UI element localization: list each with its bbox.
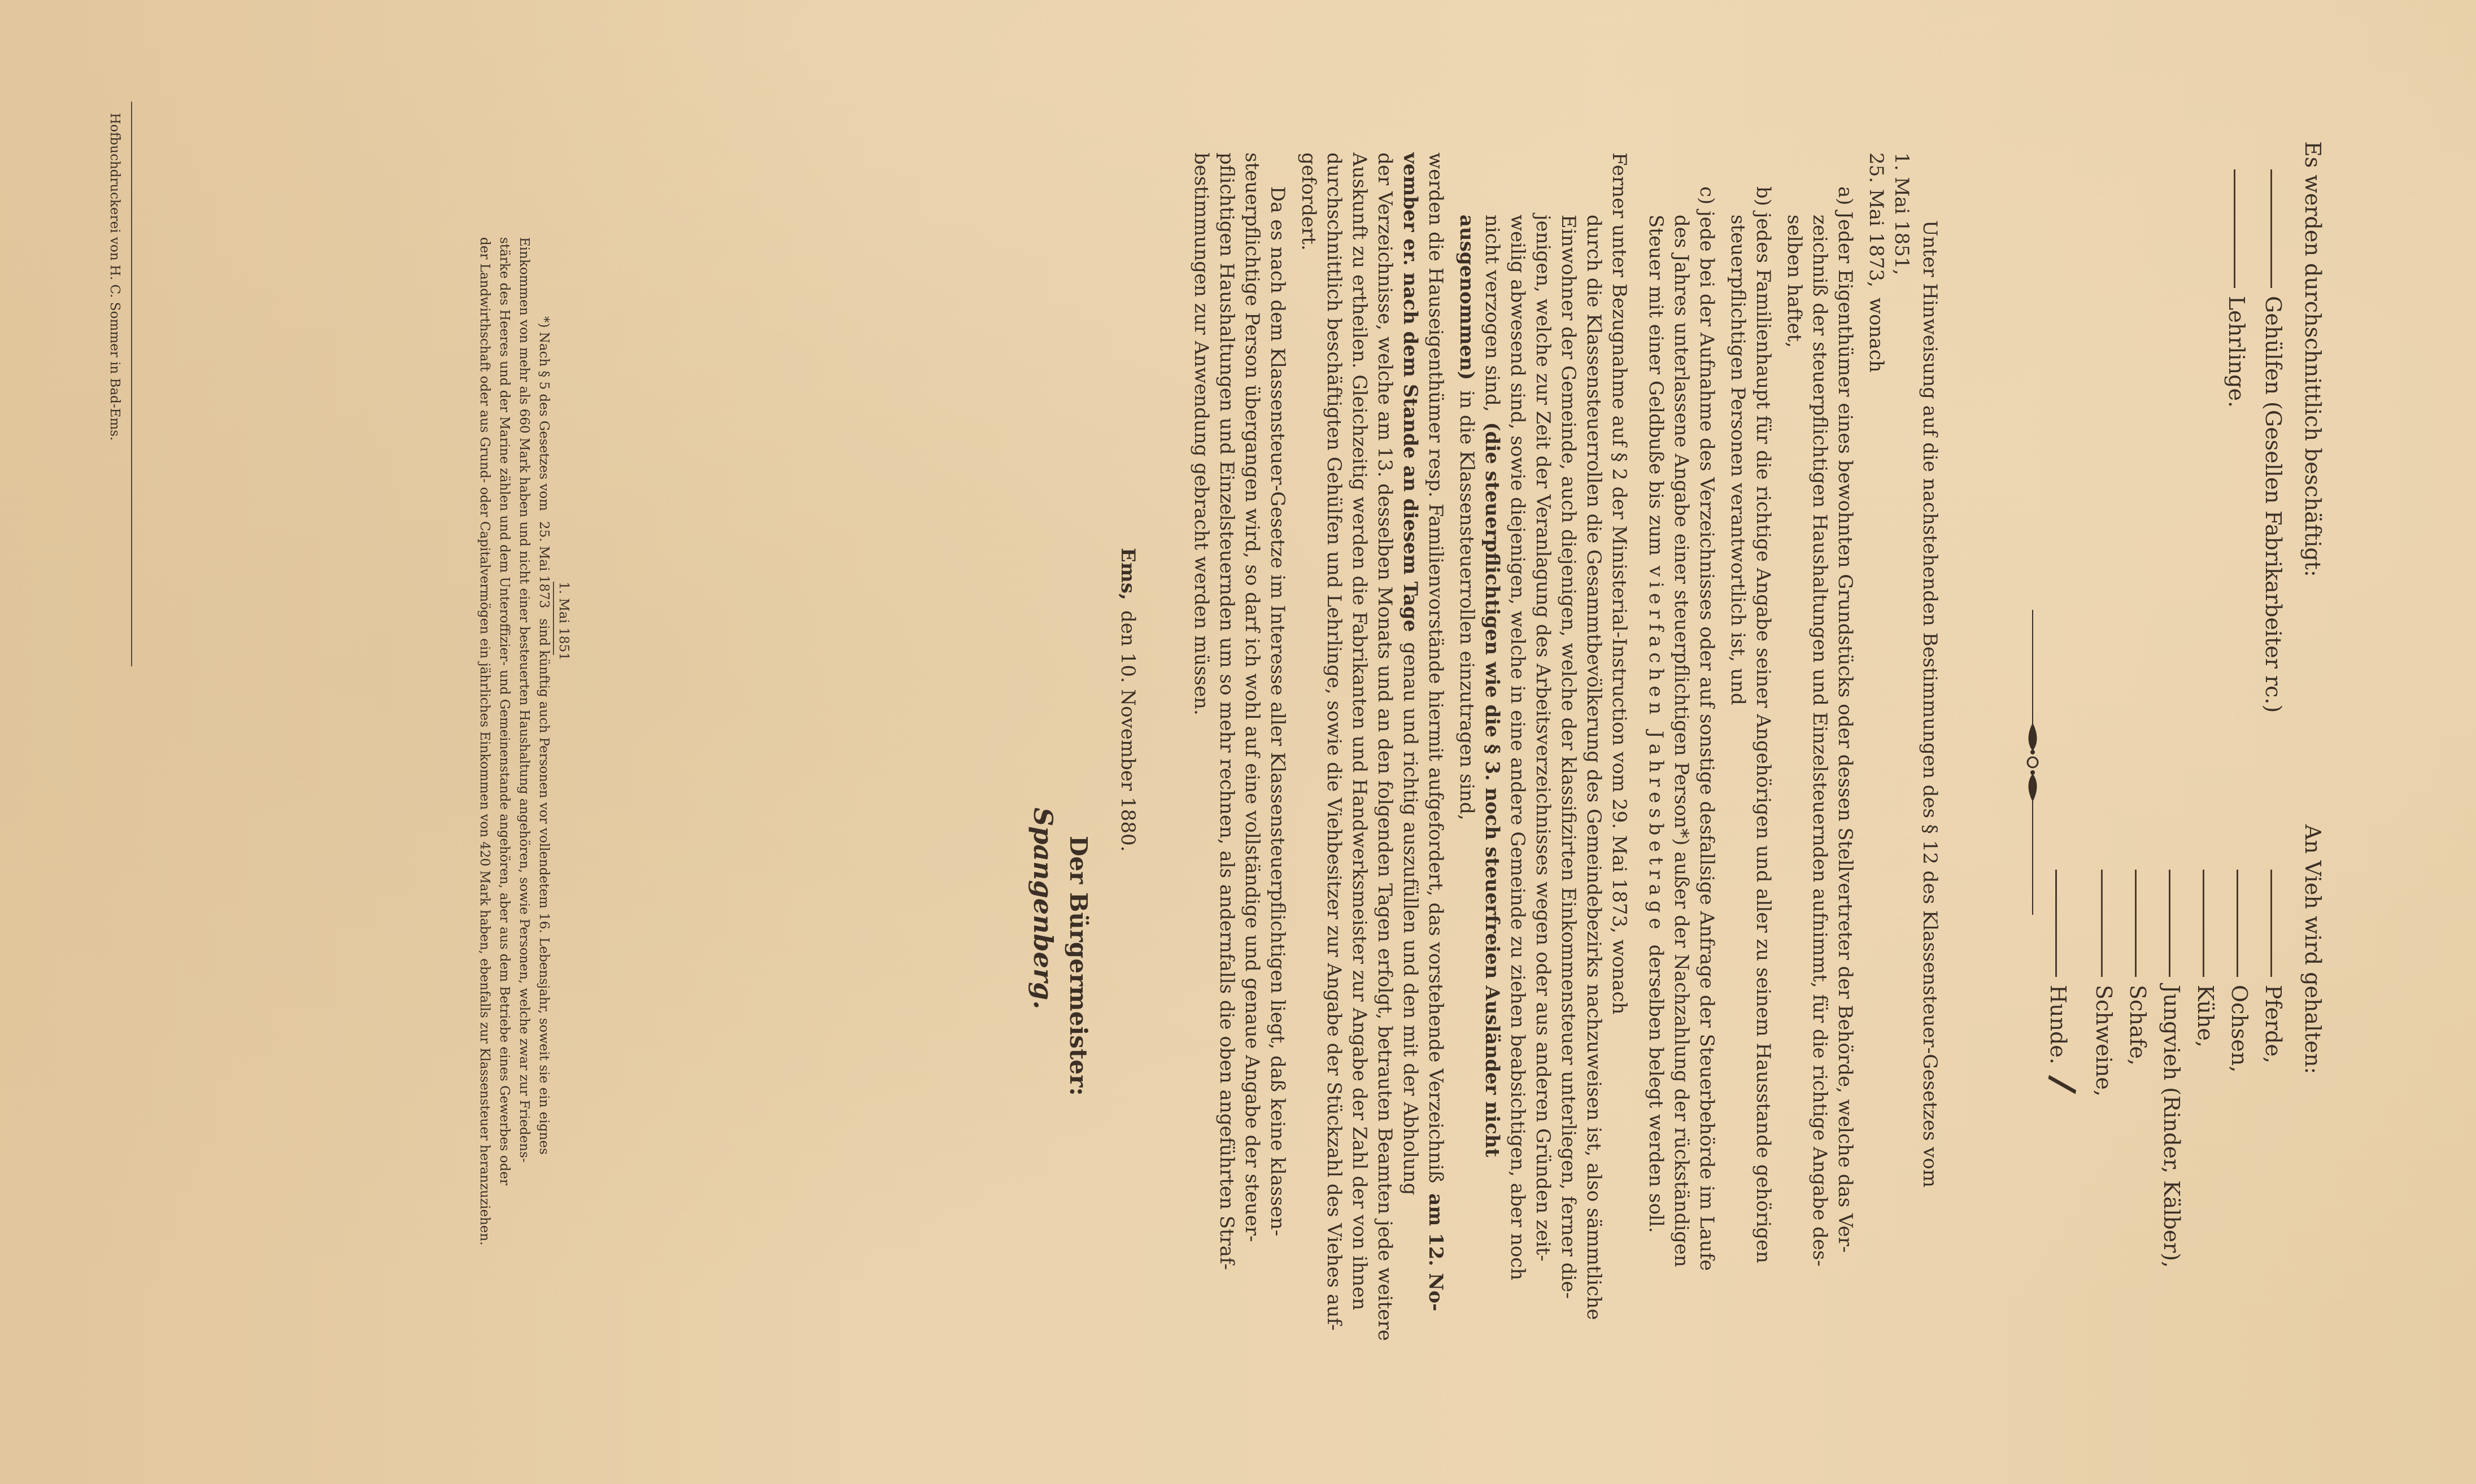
livestock-row — [2127, 870, 2148, 1066]
ferner-line — [1483, 215, 1502, 1157]
livestock-label: Ochsen, — [2227, 985, 2252, 1073]
livestock-row — [2195, 870, 2216, 1047]
livestock-count-blank — [2101, 870, 2103, 977]
footnote-date-2: 25. Mai 1873 — [537, 521, 551, 609]
employee-label: Lehrlinge. — [2224, 296, 2249, 408]
ferner-line: durch die Klassensteuerrollen die Gesammtbevölkerung des Gemeindebezirks nachzuweisen ist, also sämmtliche — [1583, 215, 1605, 1320]
item-a-line: zeichniß der steuerpflichtigen Haushaltungen und Einzelsteuernden aufnimmt, für die richtige Angabe des- — [1808, 215, 1831, 1267]
livestock-row — [2229, 870, 2250, 1072]
printer-imprint: Hofbuchdruckerei von H. C. Sommer in Bad-Ems. — [107, 113, 122, 441]
ornamental-divider — [2019, 610, 2047, 915]
ferner-line: jenigen, welche zur Zeit der Veranlagung des Arbeitsverzeichnisses wegen oder aus anderen Gründen zeit- — [1532, 215, 1554, 1262]
interesse-line: bestimmungen zur Anwendung gebracht werden müssen. — [1190, 152, 1213, 715]
item-c-line: c) jede bei der Aufnahme des Verzeichnisses oder auf sonstige desfallsige Anfrage der Steuerbehörde im Laufe — [1695, 186, 1718, 1271]
werden-line — [1401, 152, 1420, 1195]
wonach: wonach — [1865, 297, 1887, 373]
livestock-row — [2263, 870, 2284, 1063]
item-b-line: b) jedes Familienhaupt für die richtige Angabe seiner Angehörigen und aller zu seinem Hausstande gehörigen — [1752, 186, 1775, 1264]
livestock-intro: An Vieh wird gehalten: — [2300, 824, 2325, 1075]
employee-row-gehuelfen — [2263, 169, 2284, 713]
ferner-line: Einwohner der Gemeinde, auch diejenigen, welche der klassifizirten Einkommensteuer unterliegen, ferner die- — [1557, 215, 1580, 1299]
livestock-row — [2041, 870, 2085, 1096]
item-c-line: des Jahres unterlassene Angabe einer steuerpflichtigen Person*) außer der Nachzahlung der rückständigen — [1670, 215, 1693, 1267]
livestock-label: Hunde. — [2046, 985, 2070, 1064]
werden-line: Auskunft zu ertheilen. Gleichzeitig werden die Fabrikanten und Handwerksmeister zur Angabe der Zahl der von ihnen — [1348, 152, 1371, 1311]
mayor-title: Der Bürgermeister: — [1065, 836, 1092, 1096]
ferner-line — [1457, 215, 1476, 820]
footnote-line: Einkommen von mehr als 660 Mark haben und nicht einer besteuerten Haushaltung angehören, sowie Personen, welche zwar zur Friedens- — [517, 237, 531, 1163]
werden-bold: vember er. nach dem Stande an diesem Tage — [1399, 152, 1422, 632]
imprint-rule — [131, 102, 132, 666]
employee-count-blank — [2234, 169, 2235, 288]
werden-bold: am 12. No- — [1424, 1193, 1447, 1312]
werden-text: werden die Hauseigenthümer resp. Familienvorstände hiermit aufgefordert, das vorstehende Verzeichniß — [1424, 152, 1447, 1184]
werden-line — [1426, 152, 1445, 1311]
interesse-line: pflichtigen Haushaltungen und Einzelsteuernden um so mehr rechnen, als andernfalls die oben angeführten Straf- — [1215, 152, 1238, 1271]
footnote-line — [537, 316, 550, 1155]
werden-line: gefordert. — [1297, 152, 1320, 251]
item-c-text: derselben belegt werden soll. — [1645, 944, 1667, 1233]
livestock-row — [2093, 870, 2115, 1097]
ferner-bold: ausgenommen) — [1455, 215, 1478, 381]
livestock-label: Pferde, — [2261, 985, 2286, 1064]
item-c-line — [1646, 215, 1666, 1233]
item-c-emphasis: vierfachen Jahresbetrage — [1645, 565, 1667, 935]
livestock-count-blank — [2270, 870, 2272, 977]
interesse-line: Da es nach dem Klassensteuer-Gesetze im Interesse aller Klassensteuerpflichtigen liegt, daß keine klassen- — [1266, 186, 1289, 1237]
footnote-text: *) Nach § 5 des Gesetzes vom — [537, 316, 551, 511]
footnote-date-divider — [553, 582, 554, 655]
employees-intro: Es werden durchschnittlich beschäftigt: — [2300, 141, 2325, 577]
livestock-label: Schweine, — [2091, 985, 2116, 1097]
item-a-line: a) Jeder Eigenthümer eines bewohnten Grundstücks oder dessen Stellvertreter der Behörde, welche das Ver- — [1834, 186, 1856, 1253]
livestock-count-blank — [2237, 870, 2238, 977]
ferner-text: in die Klassensteuerrollen einzutragen sind, — [1455, 390, 1478, 820]
livestock-count-blank — [2135, 870, 2137, 977]
livestock-count-blank — [2203, 870, 2204, 977]
footnote-text: sind künftig auch Personen vor vollendetem 16. Lebensjahr, soweit sie ein eignes — [537, 618, 551, 1155]
date: den 10. November 1880. — [1117, 610, 1139, 852]
livestock-row — [2161, 870, 2182, 1268]
item-c-text: Steuer mit einer Geldbuße bis zum — [1645, 215, 1667, 556]
handwritten-mark: / — [2041, 1073, 2085, 1096]
livestock-label: Kühe, — [2193, 985, 2218, 1048]
footnote-date-1: 1. Mai 1851 — [556, 582, 571, 661]
livestock-label: Schafe, — [2125, 985, 2150, 1066]
intro-line: Unter Hinweisung auf die nachstehenden Bestimmungen des § 12 des Klassensteuer-Gesetzes vom — [1919, 220, 1941, 1188]
ferner-line: weilig abwesend sind, sowie diejenigen, welche in eine andere Gemeinde zu ziehen beabsichtigen, aber noch — [1506, 215, 1529, 1281]
law-date-1: 1. Mai 1851, — [1890, 152, 1913, 276]
ferner-bold: (die steuerpflichtigen wie die § 3. noch steuerfreien Ausländer nicht — [1481, 422, 1503, 1158]
mayor-signature: Spangenberg. — [1028, 808, 1058, 1010]
footnote-line: der Landwirthschaft oder aus Grund- oder Capitalvermögen ein jährliches Einkommen von 420 Mark haben, ebenfalls zur Klassensteuer heranzuziehen. — [477, 237, 492, 1246]
werden-line: der Verzeichnisse, welche am 13. desselben Monats und an den folgenden Tagen erfolgt, betrauten Beamten jede weitere — [1374, 152, 1396, 1341]
livestock-count-blank — [2055, 870, 2057, 977]
werden-text: genau und richtig auszufüllen und den mit der Abholung — [1399, 642, 1422, 1195]
livestock-label: Jungvieh (Rinder, Kälber), — [2159, 985, 2184, 1268]
law-date-2 — [1867, 152, 1886, 373]
footnote-line: stärke des Heeres und der Marine zählen und dem Unteroffizier- und Gemeinenstande angehören, aber aus dem Betriebe eines Gewerbes oder — [497, 237, 512, 1185]
law-date-2-text: 25. Mai 1873, — [1865, 152, 1887, 287]
ferner-text: nicht verzogen sind, — [1481, 215, 1503, 412]
livestock-count-blank — [2169, 870, 2170, 977]
ferner-line: Ferner unter Bezugnahme auf § 2 der Ministerial-Instruction vom 29. Mai 1873, wonach — [1608, 152, 1631, 1015]
employee-label: Gehülfen (Gesellen Fabrikarbeiter rc.) — [2261, 296, 2286, 713]
place: Ems, — [1117, 548, 1139, 600]
employee-row-lehrlinge — [2226, 169, 2247, 408]
item-a-line: selben haftet, — [1783, 215, 1806, 348]
werden-line: durchschnittlich beschäftigten Gehülfen und Lehrlinge, sowie die Viehbesitzer zur Angabe der Stückzahl des Viehes auf- — [1323, 152, 1345, 1331]
employee-count-blank — [2270, 169, 2272, 288]
interesse-line: steuerpflichtige Person übergangen wird, so darf ich wohl auf eine vollständige und genaue Angabe der steuer- — [1241, 152, 1263, 1242]
item-b-line: steuerpflichtigen Personen verantwortlich ist, und — [1727, 215, 1749, 705]
place-and-date — [1118, 548, 1137, 852]
